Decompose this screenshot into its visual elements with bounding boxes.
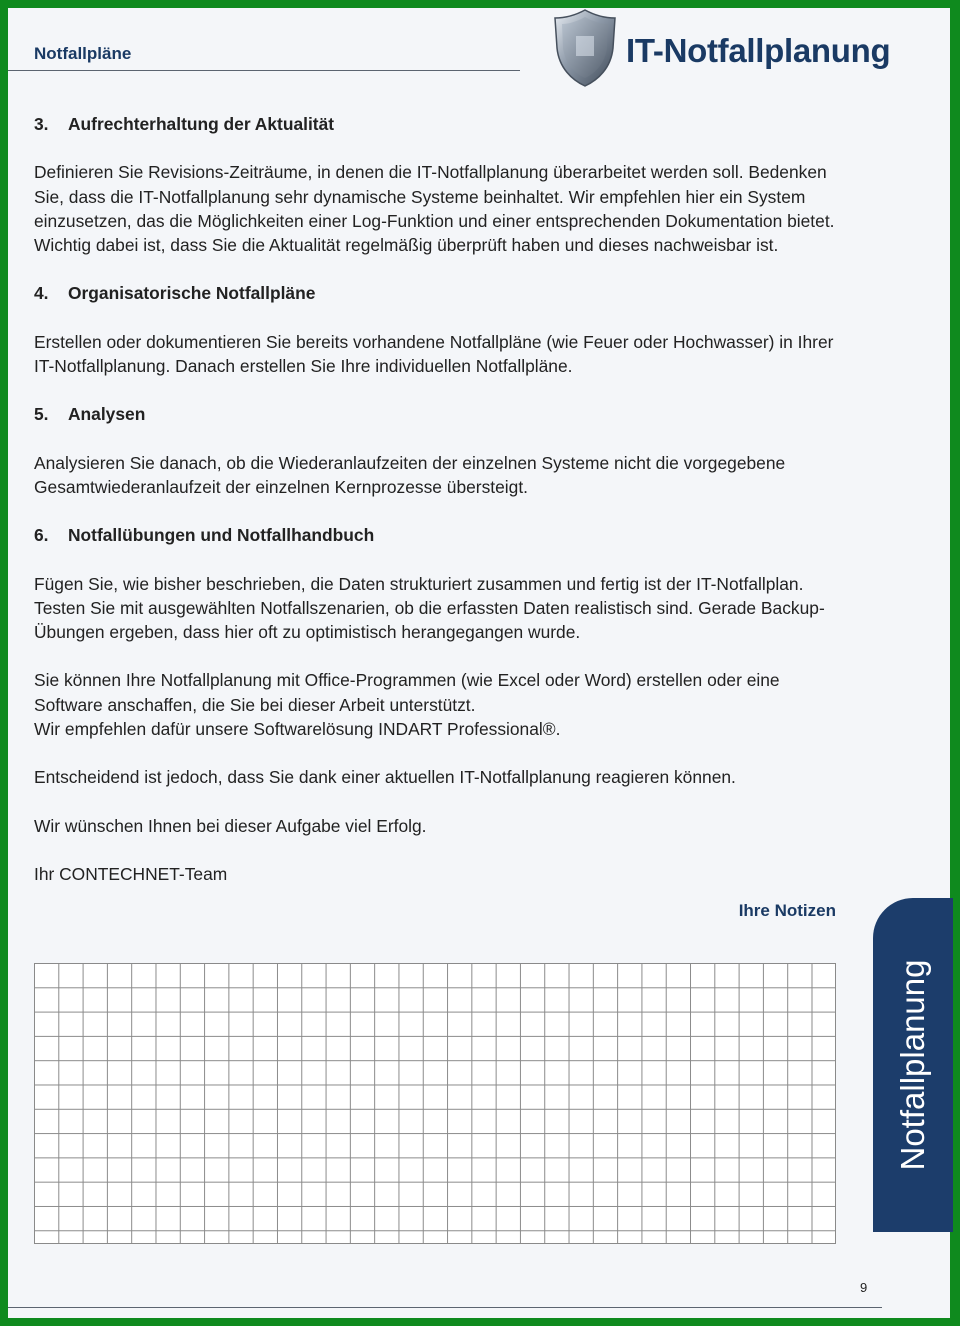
software-text: Sie können Ihre Notfallplanung mit Office-Programmen (wie Excel oder Word) erstellen oder eine Software anschaffen, die Sie bei dieser Arbeit unterstützt. <box>34 670 780 715</box>
section-title: Organisatorische Notfallpläne <box>68 283 316 304</box>
header-divider <box>8 70 520 71</box>
wishes-paragraph: Wir wünschen Ihnen bei dieser Aufgabe viel Erfolg. <box>34 815 427 836</box>
software-paragraph <box>34 668 842 741</box>
section-header-label: Notfallpläne <box>34 44 132 63</box>
section-paragraph: Erstellen oder dokumentieren Sie bereits vorhandene Notfallpläne (wie Feuer oder Hochwasser) in Ihrer IT-Notfallplanung. Danach erstellen Sie Ihre individuellen Notfallpläne. <box>34 331 834 377</box>
brand-title: IT-Notfallplanung <box>626 32 891 69</box>
section-heading <box>34 281 842 305</box>
section-heading <box>34 523 842 547</box>
document-page <box>8 8 950 1318</box>
section-3 <box>34 112 842 257</box>
shield-logo-icon <box>552 8 618 88</box>
side-tab <box>873 898 953 1232</box>
notes-title: Ihre Notizen <box>738 901 836 920</box>
section-paragraph: Definieren Sie Revisions-Zeiträume, in denen die IT-Notfallplanung überarbeitet werden soll. Bedenken Sie, dass die IT-Notfallplanung sehr dynamische Systeme beinhaltet. Wir empfehlen hier ein System einzusetzen, das die Möglichkeiten einer Log-Funktion und einer entsprechenden Dokumentation bietet. Wichtig dabei ist, dass Sie die Aktualität regelmäßig überprüft haben und dieses nachweisbar ist. <box>34 162 835 256</box>
section-title: Analysen <box>68 404 146 425</box>
section-paragraph: Fügen Sie, wie bisher beschrieben, die Daten strukturiert zusammen und fertig ist der IT-Notfallplan. Testen Sie mit ausgewählten Notfallszenarien, ob die erfassten Daten realistisch sind. Gerade Backup-Übungen ergeben, dass hier oft zu optimistisch herangegangen wurde. <box>34 573 825 643</box>
section-number: 5. <box>34 404 49 425</box>
side-tab-label: Notfallplanung <box>894 959 931 1171</box>
section-6 <box>34 523 842 644</box>
decisive-paragraph: Entscheidend ist jedoch, dass Sie dank einer aktuellen IT-Notfallplanung reagieren können. <box>34 767 736 788</box>
section-number: 6. <box>34 525 49 546</box>
notes-grid[interactable] <box>34 963 836 1244</box>
section-number: 4. <box>34 283 49 304</box>
section-5 <box>34 402 842 499</box>
footer-divider <box>8 1307 882 1308</box>
section-title: Notfallübungen und Notfallhandbuch <box>68 525 375 546</box>
section-4 <box>34 281 842 378</box>
page-number: 9 <box>860 1280 868 1295</box>
section-number: 3. <box>34 114 49 134</box>
software-recommendation: Wir empfehlen dafür unsere Softwarelösung INDART Professional®. <box>34 719 561 740</box>
section-heading <box>34 402 842 426</box>
signature: Ihr CONTECHNET-Team <box>34 863 228 884</box>
section-title: Aufrechterhaltung der Aktualität <box>68 114 335 134</box>
section-paragraph: Analysieren Sie danach, ob die Wiederanlaufzeiten der einzelnen Systeme nicht die vorgegebene Gesamtwiederanlaufzeit der einzelnen Kernprozesse übersteigt. <box>34 452 786 497</box>
main-content <box>34 112 842 910</box>
section-heading <box>34 112 842 136</box>
